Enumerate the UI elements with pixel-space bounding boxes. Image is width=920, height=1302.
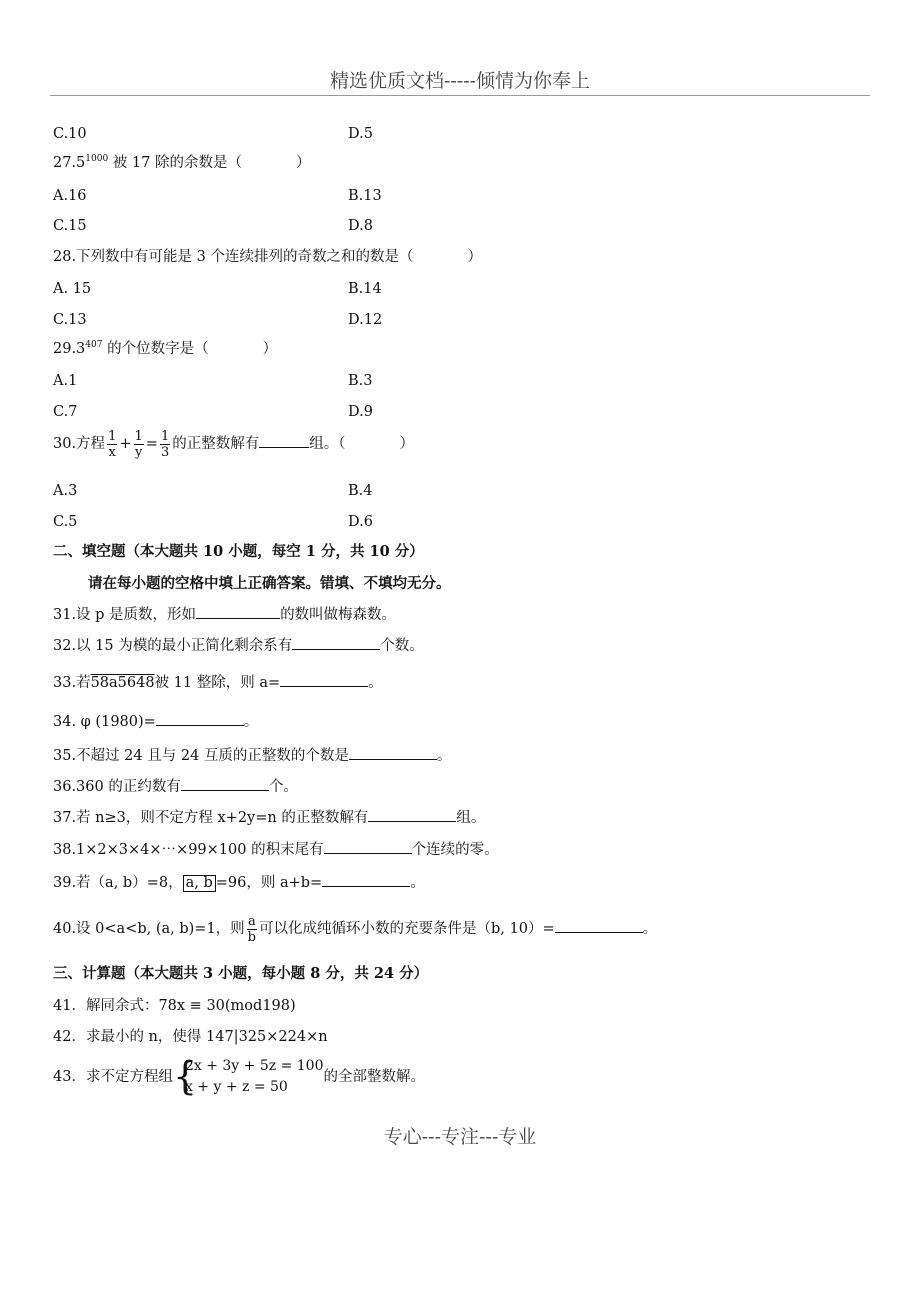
- q29-number: 29.3: [53, 341, 86, 357]
- q31-prefix: 31.设 p 是质数，形如: [53, 607, 197, 623]
- fraction-denominator: x: [108, 444, 116, 460]
- answer-blank[interactable]: [156, 712, 244, 726]
- q40-suffix: 。: [642, 921, 658, 937]
- equation-system: [173, 1056, 324, 1098]
- q29-option-d: D.9: [348, 404, 373, 420]
- section-3-title: 三、计算题（本大题共 3 小题，每小题 8 分，共 24 分）: [53, 965, 429, 982]
- q39-prefix: 39.若（a, b）=8，: [53, 875, 183, 891]
- q30-option-d: D.6: [348, 514, 373, 530]
- q30-option-c: C.5: [53, 514, 78, 530]
- q35-prefix: 35.不超过 24 且与 24 互质的正整数的个数是: [53, 748, 349, 764]
- fraction-1-over-y: [134, 429, 144, 460]
- fraction-1-over-3: [160, 429, 170, 460]
- q30-after: 组。（: [309, 436, 346, 452]
- q40-prefix: 40.设 0<a<b, (a, b)=1，则: [53, 921, 245, 937]
- answer-blank[interactable]: [322, 873, 410, 887]
- answer-blank[interactable]: [259, 434, 309, 448]
- q33-suffix: 。: [368, 675, 383, 691]
- q28-option-b: B.14: [348, 281, 382, 297]
- question-37: [53, 808, 485, 827]
- q33-stem: 被 11 整除，则 a=: [154, 675, 281, 691]
- q33-prefix: 33.若: [53, 675, 91, 691]
- plus-sign: +: [119, 436, 132, 452]
- q29-option-b: B.3: [348, 373, 373, 389]
- q43-prefix: 43．求不定方程组: [53, 1069, 173, 1085]
- fraction-a-over-b: [247, 914, 257, 945]
- q29-option-a: A.1: [53, 373, 78, 389]
- q27-close: ）: [295, 155, 311, 171]
- q40-stem: 可以化成纯循环小数的充要条件是（b, 10）=: [259, 921, 555, 937]
- answer-blank[interactable]: [324, 840, 412, 854]
- lcm-bracket: a, b: [183, 875, 216, 892]
- fraction-denominator: y: [134, 444, 143, 460]
- question-27: [53, 154, 310, 172]
- q30-prefix: 30.方程: [53, 436, 106, 452]
- q27-option-c: C.15: [53, 218, 87, 234]
- q29-stem: 的个位数字是（: [102, 341, 209, 357]
- q31-suffix: 的数叫做梅森数。: [280, 607, 397, 623]
- fraction-1-over-x: [107, 429, 117, 460]
- q26-option-c: C.10: [53, 126, 87, 142]
- question-39: [53, 873, 425, 892]
- q28-option-c: C.13: [53, 312, 87, 328]
- q38-prefix: 38.1×2×3×4×⋯×99×100 的积末尾有: [53, 842, 324, 858]
- fraction-numerator: 1: [108, 428, 117, 444]
- answer-blank[interactable]: [292, 636, 380, 650]
- fraction-numerator: 1: [134, 428, 143, 444]
- answer-blank[interactable]: [196, 605, 280, 619]
- q29-close: ）: [262, 341, 278, 357]
- question-34: [53, 712, 258, 731]
- q36-prefix: 36.360 的正约数有: [53, 779, 181, 795]
- question-42: 42．求最小的 n，使得 147|325×224×n: [53, 1029, 328, 1045]
- q29-exponent: 407: [85, 340, 103, 350]
- q27-option-b: B.13: [348, 188, 382, 204]
- question-28: [53, 248, 482, 266]
- question-36: [53, 777, 298, 796]
- question-38: [53, 840, 499, 859]
- q32-suffix: 个数。: [380, 638, 424, 654]
- question-30: [53, 424, 414, 464]
- q30-option-b: B.4: [348, 483, 373, 499]
- question-35: [53, 746, 451, 765]
- q39-stem: =96，则 a+b=: [215, 875, 323, 891]
- fraction-numerator: 1: [160, 428, 170, 444]
- question-31: [53, 605, 396, 624]
- q28-stem: 28.下列数中有可能是 3 个连续排列的奇数之和的数是（: [53, 249, 414, 265]
- q27-number: 27.5: [53, 155, 86, 171]
- answer-blank[interactable]: [349, 746, 437, 760]
- overlined-number: 58a5648: [90, 675, 155, 691]
- section-2-title: 二、填空题（本大题共 10 小题，每空 1 分，共 10 分）: [53, 543, 424, 560]
- q43-suffix: 的全部整数解。: [323, 1069, 425, 1085]
- q28-option-d: D.12: [348, 312, 383, 328]
- question-32: [53, 636, 424, 655]
- q35-suffix: 。: [436, 748, 452, 764]
- q38-suffix: 个连续的零。: [411, 842, 499, 858]
- q30-close: ）: [399, 436, 414, 452]
- q39-suffix: 。: [410, 875, 425, 891]
- q28-option-a: A. 15: [53, 281, 92, 297]
- page-footer: 专心---专注---专业: [383, 1126, 537, 1148]
- answer-blank[interactable]: [555, 919, 643, 933]
- q37-suffix: 组。: [456, 810, 486, 826]
- answer-blank[interactable]: [181, 777, 269, 791]
- answer-blank[interactable]: [280, 673, 368, 687]
- page-header: 精选优质文档-----倾情为你奉上: [329, 70, 591, 92]
- header-divider: [50, 95, 870, 96]
- q30-stem: 的正整数解有: [172, 436, 260, 452]
- q28-close: ）: [467, 249, 483, 265]
- left-brace: {: [172, 1054, 198, 1098]
- question-29: [53, 340, 277, 358]
- fraction-denominator: 3: [160, 444, 170, 460]
- q29-option-c: C.7: [53, 404, 78, 420]
- question-41: 41．解同余式：78x ≡ 30(mod198): [53, 998, 296, 1014]
- q34-prefix: 34. φ (1980)=: [53, 714, 156, 730]
- q36-suffix: 个。: [268, 779, 298, 795]
- fraction-denominator: b: [247, 929, 256, 945]
- answer-blank[interactable]: [368, 808, 456, 822]
- q34-suffix: 。: [243, 714, 259, 730]
- q37-prefix: 37.若 n≥3，则不定方程 x+2y=n 的正整数解有: [53, 810, 369, 826]
- equals-sign: =: [145, 436, 158, 452]
- question-40: [53, 910, 657, 948]
- fraction-numerator: a: [247, 913, 256, 929]
- question-43: [53, 1056, 425, 1098]
- equation-2: x + y + z = 50: [184, 1079, 288, 1095]
- q27-option-d: D.8: [348, 218, 373, 234]
- question-33: [53, 673, 383, 692]
- q27-option-a: A.16: [53, 188, 87, 204]
- q26-option-d: D.5: [348, 126, 373, 142]
- section-2-instruction: 请在每小题的空格中填上正确答案。错填、不填均无分。: [88, 575, 451, 592]
- q32-prefix: 32.以 15 为模的最小正简化剩余系有: [53, 638, 293, 654]
- q27-exponent: 1000: [85, 154, 109, 164]
- equation-1: 2x + 3y + 5z = 100: [184, 1058, 324, 1074]
- q30-option-a: A.3: [53, 483, 78, 499]
- q27-stem: 被 17 除的余数是（: [108, 155, 242, 171]
